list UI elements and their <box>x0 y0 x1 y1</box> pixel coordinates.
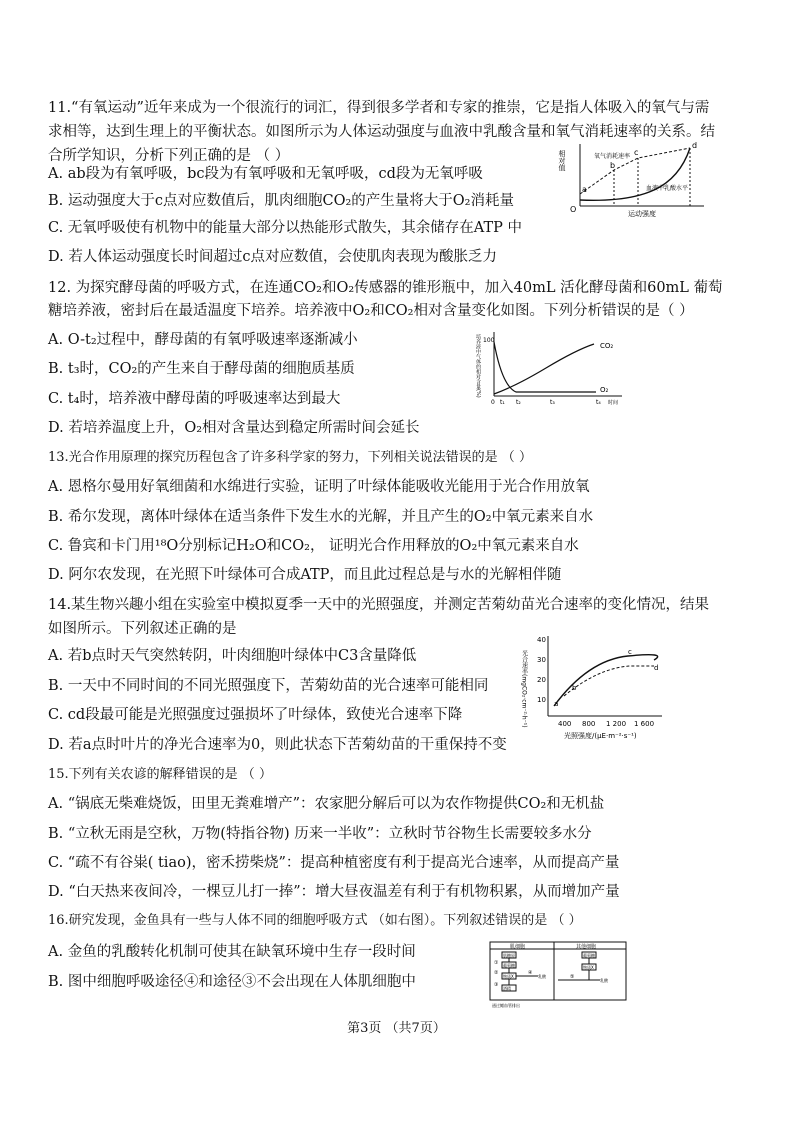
q12-option-a: A. O-t₂过程中，酵母菌的有氧呼吸速率逐渐减小 <box>48 332 358 348</box>
q12-option-d: D. 若培养温度上升，O₂相对含量达到稳定所需时间会延长 <box>48 420 420 436</box>
q13-option-a: A. 恩格尔曼用好氧细菌和水绵进行实验，证明了叶绿体能吸收光能用于光合作用放氧 <box>48 479 590 495</box>
q14-curve <box>554 655 658 706</box>
q16-substx1: 物质X <box>503 974 514 979</box>
q11-stem-line2: 求相等，达到生理上的平衡状态。如图所示为人体运动强度与血液中乳酸含量和氧气消耗速率的关系。结 <box>48 124 715 140</box>
q11-point-d: d <box>692 141 698 150</box>
q14-x1600: 1 600 <box>634 720 655 728</box>
q12-co2-label: CO₂ <box>600 342 614 350</box>
q14-option-b: B. 一天中不同时间的不同光照强度下，苦菊幼苗的光合速率可能相同 <box>48 678 489 694</box>
q11-option-c: C. 无氧呼吸使有机物中的能量大部分以热能形式散失，其余储存在ATP 中 <box>48 220 523 236</box>
q11-legend-lactate: 血液中乳酸水平 <box>646 185 689 192</box>
q12-t1: t₁ <box>500 399 505 406</box>
q16-stem: 16.研究发现，金鱼具有一些与人体不同的细胞呼吸方式 （如右图）。下列叙述错误的是 （ ） <box>48 913 582 928</box>
q12-t0: 0 <box>491 399 495 406</box>
q14-ylabel: 光合速率(mgCO₂·cm⁻²·h⁻¹) <box>520 650 528 728</box>
q11-ylabel: 相对值 <box>558 150 566 171</box>
q16-option-b: B. 图中细胞呼吸途径④和途径③不会出现在人体肌细胞中 <box>48 974 416 990</box>
q16-option-a: A. 金鱼的乳酸转化机制可使其在缺氧环境中生存一段时间 <box>48 944 416 960</box>
q16-col2: 其他细胞 <box>576 944 597 950</box>
q16-n5: ⑤ <box>570 974 575 980</box>
q11-figure <box>558 140 710 218</box>
q12-t2: t₂ <box>516 399 521 406</box>
q14-x400: 400 <box>558 720 572 728</box>
q16-col1: 肌细胞 <box>510 944 526 950</box>
q14-y30: 30 <box>537 656 546 664</box>
q13-option-b: B. 希尔发现，离体叶绿体在适当条件下发生水的光解，并且产生的O₂中氧元素来自水 <box>48 509 594 525</box>
q12-ylabel: 培养液中气体的相对含量(%) <box>475 334 481 398</box>
q14-xlabel: 光照强度/(μE·m⁻²·s⁻¹) <box>564 732 637 740</box>
q16-glucose1: 葡萄糖 <box>503 963 515 968</box>
q14-x1200: 1 200 <box>606 720 627 728</box>
q13-stem: 13.光合作用原理的探究历程包含了许多科学家的努力，下列相关说法错误的是 （ ） <box>48 450 532 465</box>
q14-y40: 40 <box>537 636 546 644</box>
q16-n3: ③ <box>494 982 499 988</box>
q16-substx2: 物质X <box>583 965 594 970</box>
q14-option-d: D. 若a点时叶片的净光合速率为0，则此状态下苦菊幼苗的干重保持不变 <box>48 737 507 753</box>
q15-option-c: C. “疏不有谷粜( tiao)，密禾捞柴烧”：提高种植密度有利于提高光合速率，从而提高产量 <box>48 855 620 871</box>
q16-lactate1: 乳酸 <box>538 974 546 979</box>
q12-figure <box>476 328 626 408</box>
q14-option-a: A. 若b点时天气突然转阴，叶肉细胞叶绿体中C3含量降低 <box>48 648 417 664</box>
page-footer: 第3页 （共7页） <box>347 1021 446 1036</box>
q12-option-b: B. t₃时，CO₂的产生来自于酵母菌的细胞质基质 <box>48 361 355 377</box>
q11-option-d: D. 若人体运动强度长时间超过c点对应数值，会使肌肉表现为酸胀乏力 <box>48 249 497 265</box>
q16-lactate2: 乳酸 <box>600 978 608 983</box>
q14-option-c: C. cd段最可能是光照强度过强损坏了叶绿体，致使光合速率下降 <box>48 707 463 723</box>
q14-figure <box>518 630 668 742</box>
q16-n4: ④ <box>528 970 533 976</box>
q14-point-d: d <box>654 664 659 672</box>
q12-o2-label: O₂ <box>600 386 609 394</box>
q11-point-a: a <box>582 185 587 194</box>
q14-stem-line1: 14.某生物兴趣小组在实验室中模拟夏季一天中的光照强度，并测定苦菊幼苗光合速率的变化情况，结果 <box>48 597 710 613</box>
q11-origin: O <box>570 205 577 214</box>
q11-stem-line1: 11.“有氧运动”近年来成为一个很流行的词汇，得到很多学者和专家的推崇，它是指人体吸入的氧气与需 <box>48 100 710 116</box>
q14-y10: 10 <box>537 696 546 704</box>
q16-figure <box>488 940 628 1010</box>
q16-gill: 通过鳃血管排出 <box>492 1003 520 1008</box>
q14-point-b: b <box>572 684 577 692</box>
q11-option-a: A. ab段为有氧呼吸，bc段为有氧呼吸和无氧呼吸，cd段为无氧呼吸 <box>48 166 483 182</box>
q16-glucose2: 葡萄糖 <box>583 953 595 958</box>
q14-curve-dashed <box>564 666 654 696</box>
q12-option-c: C. t₄时，培养液中酵母菌的呼吸速率达到最大 <box>48 391 341 407</box>
q13-option-d: D. 阿尔农发现，在光照下叶绿体可合成ATP，而且此过程总是与水的光解相伴随 <box>48 567 562 583</box>
q11-stem-line3: 合所学知识，分析下列正确的是 （ ） <box>48 148 290 164</box>
q16-ethanol: 酒精 <box>503 986 511 991</box>
q14-stem-line2: 如图所示。下列叙述正确的是 <box>48 621 237 637</box>
q11-option-b: B. 运动强度大于c点对应数值后，肌肉细胞CO₂的产生量将大于O₂消耗量 <box>48 193 514 209</box>
q15-option-b: B. “立秋无雨是空秋，万物(特指谷物) 历来一半收”：立秋时节谷物生长需要较多水分 <box>48 826 592 842</box>
q15-option-d: D. “白天热来夜间冷，一棵豆儿打一捧”：增大昼夜温差有利于有机物积累，从而增加产量 <box>48 884 620 900</box>
q14-y20: 20 <box>537 676 546 684</box>
q16-glycogen: 肌糖原 <box>503 953 515 958</box>
q11-legend-oxygen: 氧气消耗速率 <box>594 153 631 160</box>
q12-t4: t₄ <box>596 399 601 406</box>
q14-point-a: a <box>554 700 559 708</box>
q16-n1: ① <box>494 960 499 966</box>
q16-n2: ② <box>494 970 499 976</box>
q15-stem: 15.下列有关农谚的解释错误的是 （ ） <box>48 767 272 782</box>
q12-stem-line2: 糖培养液，密封后在最适温度下培养。培养液中O₂和CO₂相对含量变化如图。下列分析错误的是（ ） <box>48 303 694 319</box>
q15-option-a: A. “锅底无柴难烧饭，田里无粪难增产”：农家肥分解后可以为农作物提供CO₂和无机盐 <box>48 796 605 812</box>
q11-xlabel: 运动强度 <box>628 210 656 218</box>
q13-option-c: C. 鲁宾和卡门用¹⁸O分别标记H₂O和CO₂， 证明光合作用释放的O₂中氧元素来自水 <box>48 538 579 554</box>
q14-point-c: c <box>628 648 632 656</box>
q11-point-b: b <box>610 161 616 170</box>
q12-stem-line1: 12. 为探究酵母菌的呼吸方式，在连通CO₂和O₂传感器的锥形瓶中，加入40mL 活化酵母菌和60mL 葡萄 <box>48 280 723 296</box>
q12-y100: 100 <box>483 337 495 344</box>
q12-t3: t₃ <box>550 399 555 406</box>
q14-x800: 800 <box>582 720 596 728</box>
q12-xunit: 时间 <box>608 400 619 406</box>
q11-point-c: c <box>634 148 639 157</box>
